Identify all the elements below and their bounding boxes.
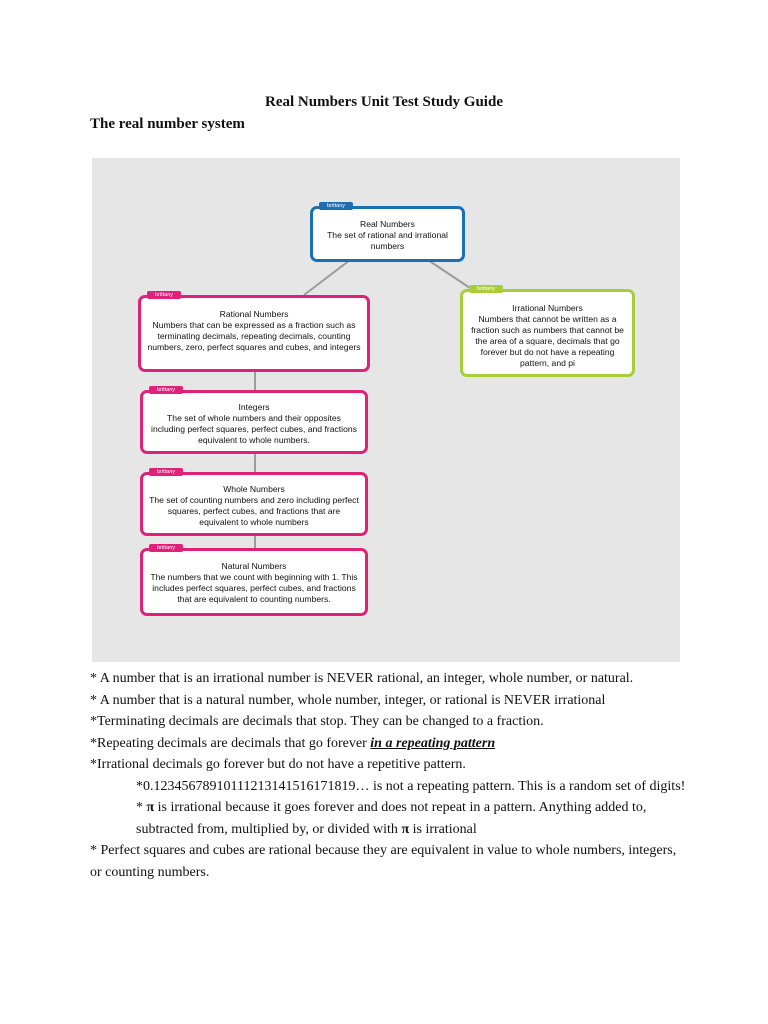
node-heading: Integers xyxy=(238,402,270,412)
note-text: *Repeating decimals are decimals that go forever xyxy=(90,735,371,751)
node-whole-numbers xyxy=(140,469,368,536)
note-line: *Irrational decimals go forever but do not have a repetitive pattern. xyxy=(90,757,466,772)
node-description: The set of counting numbers and zero including perfect squares, perfect cubes, and fractions that are equivalent to whole numbers xyxy=(149,495,359,527)
node-natural-numbers xyxy=(140,545,368,616)
note-line: *Terminating decimals are decimals that stop. They can be changed to a fraction. xyxy=(90,714,544,729)
note-line: * Perfect squares and cubes are rational because they are equivalent in value to whole numbers, integers, or counting numbers. xyxy=(90,843,677,880)
node-heading: Whole Numbers xyxy=(223,484,285,494)
note-text: is irrational xyxy=(409,821,477,837)
document-title: Real Numbers Unit Test Study Guide xyxy=(265,94,503,110)
node-tag: brittany xyxy=(469,285,503,293)
note-line: * A number that is an irrational number is NEVER rational, an integer, whole number, or natural. xyxy=(90,671,634,686)
note-line-indented: *0.12345678910111213141516171819… is not a repeating pattern. This is a random set of digits! xyxy=(136,778,686,794)
note-line-indented xyxy=(90,797,690,840)
node-heading: Natural Numbers xyxy=(221,561,287,571)
note-text: is irrational because it goes forever and does not repeat in a pattern. Anything added to, subtracted from, multiplied by, or divided with xyxy=(136,800,647,837)
connector-real-irrational xyxy=(428,260,470,288)
node-tag: brittany xyxy=(319,202,353,210)
study-notes xyxy=(90,668,690,883)
emphasis-text: in a repeating pattern xyxy=(370,735,496,751)
node-tag: brittany xyxy=(149,386,183,394)
node-tag: brittany xyxy=(149,544,183,552)
pi-symbol: π xyxy=(146,800,155,815)
node-heading: Real Numbers xyxy=(360,219,415,229)
real-number-system-diagram xyxy=(92,158,680,662)
node-description: Numbers that can be expressed as a fraction such as terminating decimals, repeating decimals, counting numbers, zero, perfect squares and cubes, and integers xyxy=(147,320,361,352)
node-rational-numbers xyxy=(138,292,370,372)
note-line xyxy=(90,733,690,755)
node-description: The set of rational and irrational numbers xyxy=(327,230,448,251)
node-description: The set of whole numbers and their opposites including perfect squares, perfect cubes, and fractions equivalent to whole numbers. xyxy=(151,413,357,445)
node-description: The numbers that we count with beginning with 1. This includes perfect squares, perfect cubes, and fractions that are equivalent to counting numbers. xyxy=(150,572,358,604)
node-tag: brittany xyxy=(149,468,183,476)
node-irrational-numbers xyxy=(460,286,635,377)
node-tag: brittany xyxy=(147,291,181,299)
node-description: Numbers that cannot be written as a fraction such as numbers that cannot be the area of a square, decimals that go forever but do not have a repeating pattern, and pi xyxy=(471,314,624,368)
note-text: * xyxy=(136,800,147,815)
connector-real-rational xyxy=(304,260,350,295)
note-line: * A number that is a natural number, whole number, integer, or rational is NEVER irrational xyxy=(90,692,606,708)
pi-symbol: π xyxy=(401,821,410,837)
node-heading: Irrational Numbers xyxy=(512,303,583,313)
node-heading: Rational Numbers xyxy=(219,309,289,319)
section-heading: The real number system xyxy=(90,116,245,132)
node-integers xyxy=(140,387,368,454)
node-real-numbers xyxy=(310,203,465,262)
